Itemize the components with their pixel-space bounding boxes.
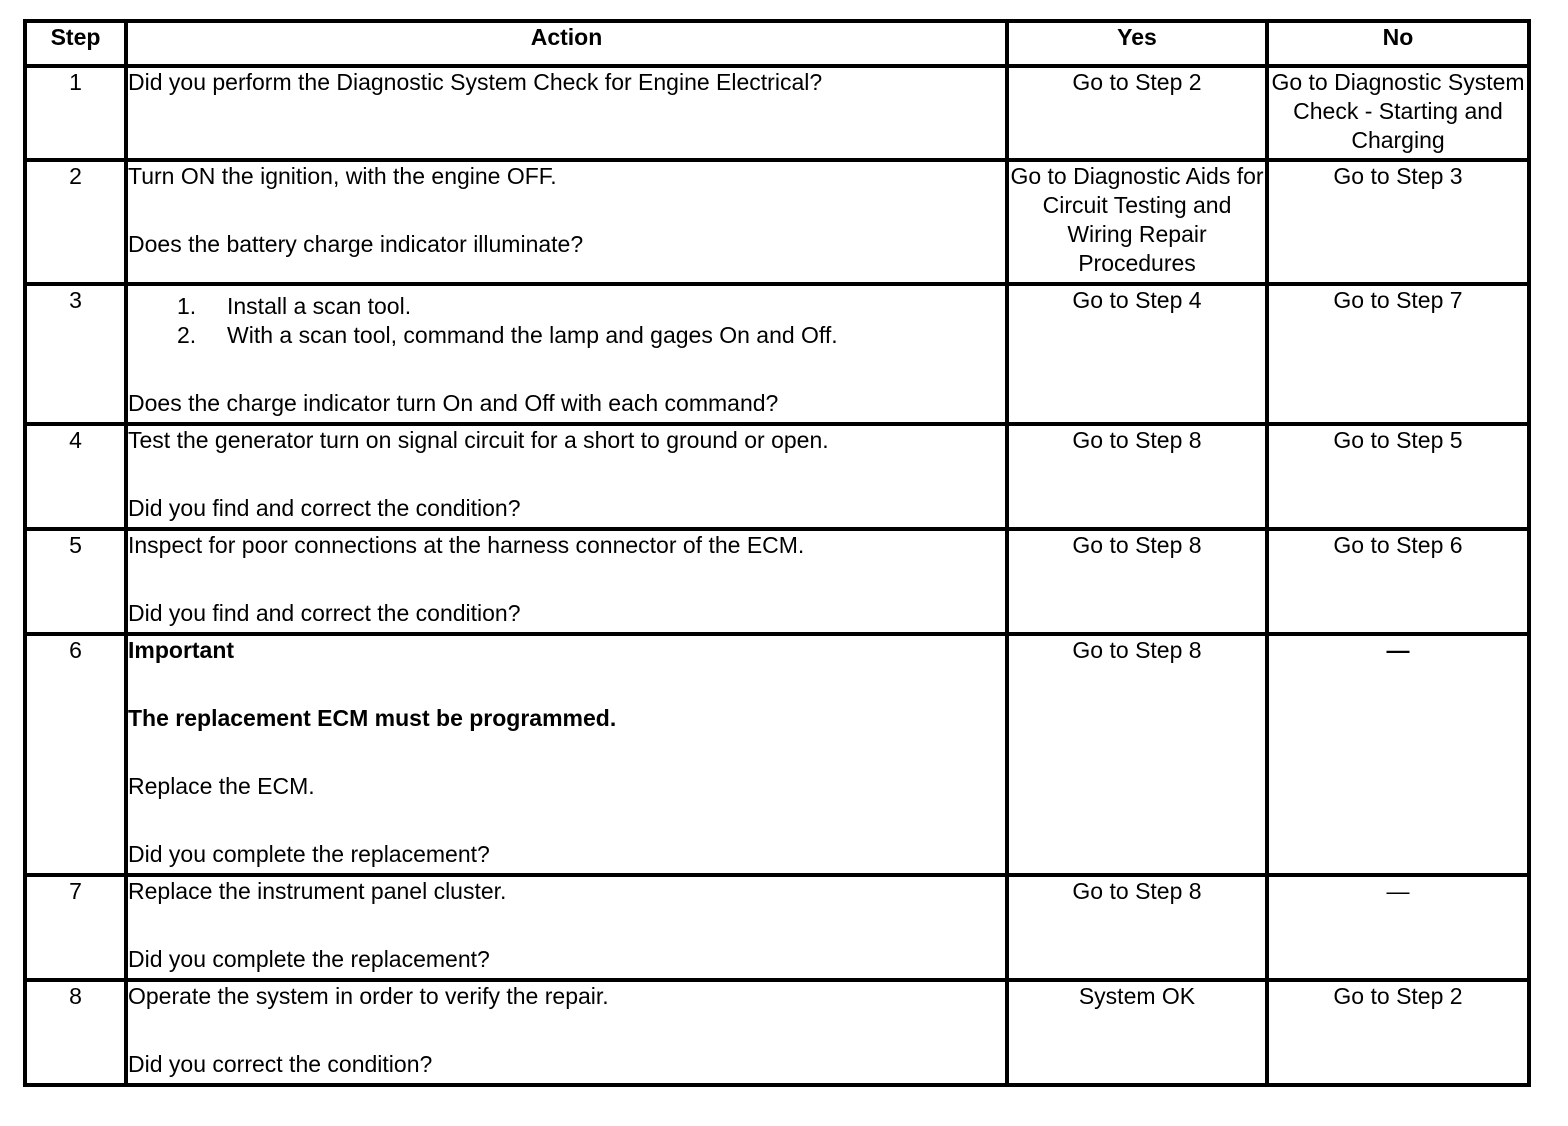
step-number: 7 (25, 875, 126, 980)
step-number: 3 (25, 284, 126, 424)
table-header-row (25, 21, 1529, 66)
table-row (25, 634, 1529, 875)
no-cell: Go to Step 6 (1267, 529, 1529, 634)
step-number: 5 (25, 529, 126, 634)
diagnostic-table (23, 19, 1531, 1087)
action-cell (126, 529, 1007, 634)
header-yes: Yes (1007, 21, 1267, 66)
action-text: Replace the ECM. (128, 773, 315, 799)
table-row (25, 66, 1529, 160)
action-cell (126, 284, 1007, 424)
list-item (128, 292, 1005, 321)
table-row (25, 160, 1529, 284)
no-cell: Go to Step 3 (1267, 160, 1529, 284)
yes-cell: Go to Step 4 (1007, 284, 1267, 424)
action-question: Did you correct the condition? (128, 1051, 433, 1077)
action-text: Inspect for poor connections at the harness connector of the ECM. (128, 532, 805, 558)
yes-cell: Go to Step 8 (1007, 529, 1267, 634)
yes-cell: Go to Step 8 (1007, 634, 1267, 875)
step-number: 4 (25, 424, 126, 529)
list-item-number: 2. (177, 322, 197, 348)
list-item-text: With a scan tool, command the lamp and gages On and Off. (227, 322, 838, 348)
yes-cell: Go to Step 8 (1007, 875, 1267, 980)
action-cell (126, 424, 1007, 529)
action-cell (126, 66, 1007, 160)
yes-cell: Go to Diagnostic Aids for Circuit Testing and Wiring Repair Procedures (1007, 160, 1267, 284)
action-question: Does the battery charge indicator illuminate? (128, 231, 584, 257)
action-text: Operate the system in order to verify the repair. (128, 983, 609, 1009)
step-number: 6 (25, 634, 126, 875)
action-cell (126, 160, 1007, 284)
yes-cell: Go to Step 2 (1007, 66, 1267, 160)
list-item-number: 1. (177, 293, 197, 319)
no-cell: Go to Step 5 (1267, 424, 1529, 529)
table-row (25, 529, 1529, 634)
action-list (128, 292, 1005, 350)
yes-cell: System OK (1007, 980, 1267, 1085)
important-note: The replacement ECM must be programmed. (128, 705, 617, 731)
action-cell (126, 875, 1007, 980)
step-number: 1 (25, 66, 126, 160)
no-cell: — (1267, 634, 1529, 875)
no-cell: Go to Step 7 (1267, 284, 1529, 424)
step-number: 2 (25, 160, 126, 284)
header-step: Step (25, 21, 126, 66)
table-row (25, 284, 1529, 424)
action-question: Did you find and correct the condition? (128, 495, 521, 521)
yes-cell: Go to Step 8 (1007, 424, 1267, 529)
action-question: Did you complete the replacement? (128, 946, 490, 972)
header-action: Action (126, 21, 1007, 66)
action-question: Did you complete the replacement? (128, 841, 490, 867)
action-text: Did you perform the Diagnostic System Check for Engine Electrical? (128, 69, 823, 95)
list-item-text: Install a scan tool. (227, 293, 412, 319)
no-cell: — (1267, 875, 1529, 980)
list-item (128, 321, 1005, 350)
action-text: Turn ON the ignition, with the engine OFF. (128, 163, 557, 189)
table-row (25, 875, 1529, 980)
action-text: Replace the instrument panel cluster. (128, 878, 507, 904)
action-cell (126, 980, 1007, 1085)
action-text: Test the generator turn on signal circuit for a short to ground or open. (128, 427, 829, 453)
table-row (25, 424, 1529, 529)
table-row (25, 980, 1529, 1085)
no-cell: Go to Diagnostic System Check - Starting and Charging (1267, 66, 1529, 160)
action-question: Does the charge indicator turn On and Off with each command? (128, 390, 779, 416)
step-number: 8 (25, 980, 126, 1085)
action-question: Did you find and correct the condition? (128, 600, 521, 626)
header-no: No (1267, 21, 1529, 66)
action-cell (126, 634, 1007, 875)
important-label: Important (128, 637, 235, 663)
no-cell: Go to Step 2 (1267, 980, 1529, 1085)
